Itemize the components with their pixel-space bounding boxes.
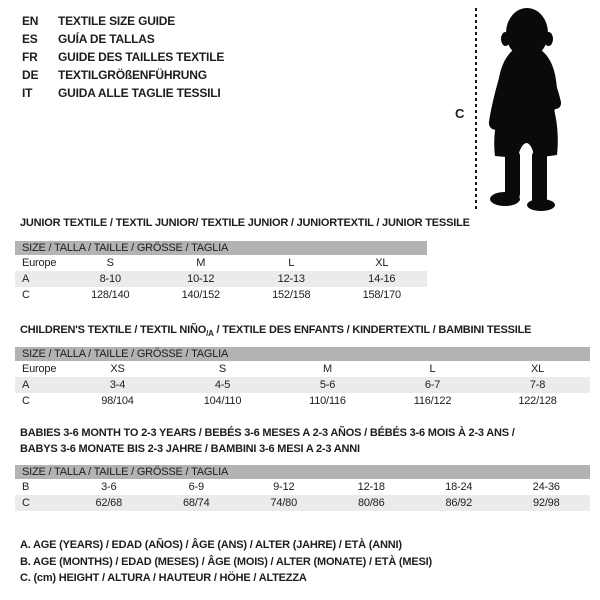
footnote-c: C. (cm) HEIGHT / ALTURA / HAUTEUR / HÖHE / ALTEZZA [20,572,307,584]
size-cell: 7-8 [529,379,546,391]
language-title: GUIDE DES TAILLES TEXTILE [58,50,225,64]
language-row-fr [22,48,224,66]
size-cell: 3-4 [109,379,126,391]
size-header-bar: SIZE / TALLA / TAILLE / GRÖSSE / TAGLIA [15,241,427,255]
language-code: EN [22,14,39,28]
title-line-2: BABYS 3-6 MONATE BIS 2-3 JAHRE / BAMBINI 3-6 MESI A 2-3 ANNI [20,442,360,455]
size-cell: XS [110,363,125,375]
footnote-legend [20,537,432,587]
row-label: A [22,273,30,285]
footnote-b: B. AGE (MONTHS) / EDAD (MESES) / ÂGE (MOIS) / ALTER (MONATE) / ETÀ (MESI) [20,555,432,568]
table-row-c [15,287,427,303]
size-cell: 98/104 [101,395,134,407]
language-code: ES [22,32,38,46]
size-cell: S [106,257,114,269]
size-cell: 68/74 [182,497,210,509]
size-cell: 10-12 [187,273,215,285]
language-code: DE [22,68,39,82]
size-cell: 104/110 [203,395,242,407]
table-row-b [15,479,590,495]
size-cell: 8-10 [99,273,121,285]
size-cell: L [288,257,295,269]
row-label: B [22,481,30,493]
title-line-1: BABIES 3-6 MONTH TO 2-3 YEARS / BEBÉS 3-6 MESES A 2-3 AÑOS / BÉBÉS 3-6 MOIS À 2-3 ANS / [20,427,515,439]
junior-size-table [15,241,427,303]
size-cell: 6-9 [188,481,204,493]
table-row-a [15,271,427,287]
size-cell: 3-6 [101,481,117,493]
language-title: TEXTILE SIZE GUIDE [58,14,176,28]
size-header-bar: SIZE / TALLA / TAILLE / GRÖSSE / TAGLIA [15,347,590,361]
language-title: GUIDA ALLE TAGLIE TESSILI [58,86,221,100]
row-label: C [22,395,30,407]
babies-size-table [15,465,590,511]
size-cell: 24-36 [532,481,560,493]
title-text: / TEXTILE DES ENFANTS / KINDERTEXTIL / BAMBINI TESSILE [213,324,532,336]
size-cell: 152/158 [272,289,311,301]
size-cell: 5-6 [319,379,336,391]
size-cell: 128/140 [91,289,130,301]
size-cell: M [196,257,206,269]
size-cell: 86/92 [445,497,473,509]
language-title: GUÍA DE TALLAS [58,32,155,46]
footnote-a: A. AGE (YEARS) / EDAD (AÑOS) / ÂGE (ANS) / ALTER (JAHRE) / ETÀ (ANNI) [20,539,402,551]
size-cell: 122/128 [518,395,557,407]
table-row-a [15,377,590,393]
children-section-title [20,324,531,336]
size-cell: 14-16 [368,273,396,285]
table-row-europe [15,361,590,377]
size-cell: 12-13 [277,273,305,285]
size-cell: 158/170 [362,289,401,301]
size-cell: 74/80 [270,497,298,509]
size-cell: 9-12 [273,481,295,493]
size-cell: 92/98 [532,497,560,509]
size-cell: S [218,363,227,375]
language-row-it [22,84,224,102]
size-cell: M [323,363,332,375]
size-header-bar: SIZE / TALLA / TAILLE / GRÖSSE / TAGLIA [15,465,590,479]
height-measure-label: C [455,106,465,121]
junior-section-title: JUNIOR TEXTILE / TEXTIL JUNIOR/ TEXTILE JUNIOR / JUNIORTEXTIL / JUNIOR TESSILE [20,217,470,229]
language-row-en [22,12,224,30]
language-code: IT [22,86,33,100]
language-row-de [22,66,224,84]
size-cell: 12-18 [357,481,385,493]
size-cell: 6-7 [424,379,441,391]
language-title: TEXTILGRÖßENFÜHRUNG [58,68,207,82]
row-label: Europe [22,363,57,375]
table-row-c [15,393,590,409]
size-cell: XL [530,363,545,375]
language-code: FR [22,50,38,64]
size-cell: 110/116 [309,395,346,407]
babies-section-title [20,426,515,457]
height-measure-dashed-line [475,8,477,212]
row-label: A [22,379,30,391]
title-subscript: /A [206,328,214,338]
title-text: CHILDREN'S TEXTILE / TEXTIL NIÑO [20,324,207,336]
children-size-table [15,347,590,409]
size-cell: 140/152 [181,289,220,301]
size-cell: XL [375,257,389,269]
language-row-es [22,30,224,48]
row-label: C [22,289,30,301]
row-label: C [22,497,30,509]
size-cell: L [429,363,436,375]
language-list [22,12,224,102]
size-cell: 62/68 [95,497,123,509]
size-cell: 4-5 [214,379,231,391]
size-cell: 80/86 [357,497,385,509]
row-label: Europe [22,257,57,269]
size-cell: 116/122 [413,395,452,407]
size-cell: 18-24 [445,481,473,493]
baby-silhouette-icon [483,6,573,212]
table-row-c [15,495,590,511]
table-row-europe [15,255,427,271]
